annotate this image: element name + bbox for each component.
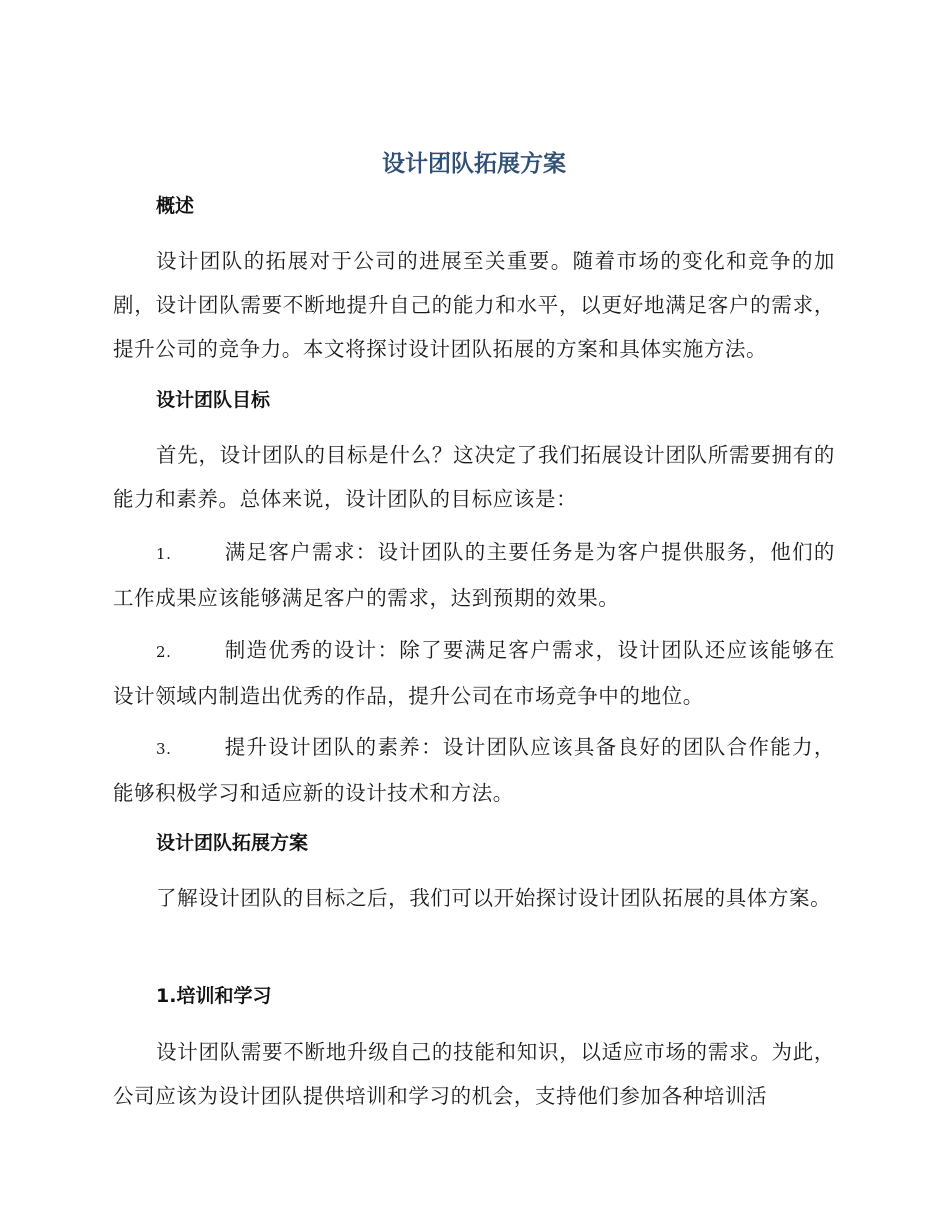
list-number: 1.: [156, 545, 172, 563]
section-heading-training: 1.培训和学习: [156, 985, 272, 1007]
paragraph-overview: 设计团队的拓展对于公司的进展至关重要。随着市场的变化和竞争的加剧，设计团队需要不断地提升自己的能力和水平，以更好地满足客户的需求，提升公司的竞争力。本文将探讨设计团队拓展的方案和具体实施方法。: [113, 249, 835, 361]
section-heading-goals: 设计团队目标: [156, 389, 271, 411]
list-number: 2.: [156, 643, 172, 661]
list-number: 3.: [156, 740, 172, 758]
section-heading-overview: 概述: [156, 195, 195, 217]
document-title: 设计团队拓展方案: [382, 151, 566, 177]
list-item-text: 制造优秀的设计：除了要满足客户需求，设计团队还应该能够在设计领域内制造出优秀的作品，提升公司在市场竞争中的地位。: [113, 638, 835, 708]
list-item-goal-2: [113, 628, 835, 718]
section-heading-plan: 设计团队拓展方案: [156, 832, 309, 854]
list-item-goal-3: [113, 725, 835, 815]
paragraph-training: 设计团队需要不断地升级自己的技能和知识，以适应市场的需求。为此，公司应该为设计团队提供培训和学习的机会，支持他们参加各种培训活: [113, 1040, 835, 1108]
paragraph-goals-intro: 首先，设计团队的目标是什么？这决定了我们拓展设计团队所需要拥有的能力和素养。总体来说，设计团队的目标应该是：: [113, 443, 835, 511]
list-item-text: 满足客户需求：设计团队的主要任务是为客户提供服务，他们的工作成果应该能够满足客户的需求，达到预期的效果。: [113, 540, 835, 610]
list-item-goal-1: [113, 530, 835, 620]
paragraph-plan-intro: 了解设计团队的目标之后，我们可以开始探讨设计团队拓展的具体方案。: [156, 886, 832, 910]
list-item-text: 提升设计团队的素养：设计团队应该具备良好的团队合作能力，能够积极学习和适应新的设计技术和方法。: [113, 735, 835, 805]
